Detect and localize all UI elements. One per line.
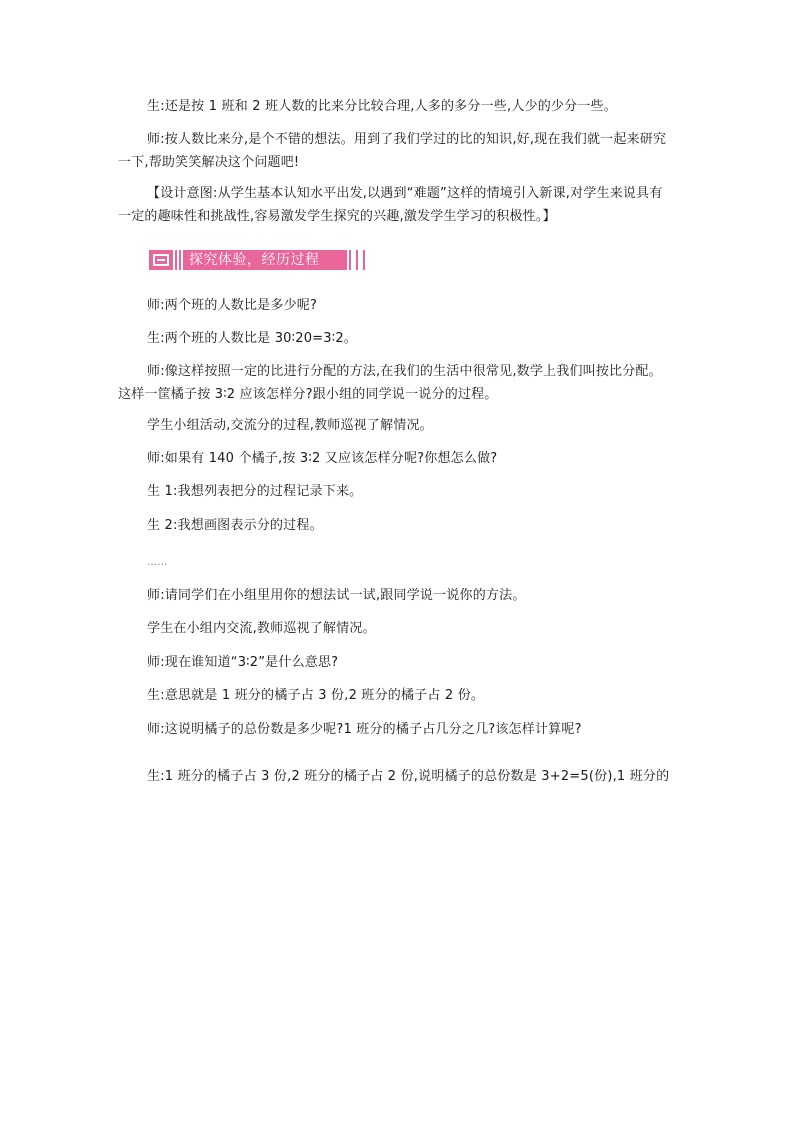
paragraph-line: 生 1:我想列表把分的过程记录下来。 xyxy=(147,484,363,499)
paragraph-student-answer: 生:还是按 1 班和 2 班人数的比来分比较合理,人多的多分一些,人少的少分一些。 xyxy=(147,99,617,114)
paragraph-line: 学生小组活动,交流分的过程,教师巡视了解情况。 xyxy=(147,418,433,433)
paragraph-teacher-reply: 师:按人数比来分,是个不错的想法。用到了我们学过的比的知识,好,现在我们就一起来研究一下,帮助笑笑解决这个问题吧! xyxy=(118,132,667,170)
paragraph-line: 师:现在谁知道“3∶2”是什么意思? xyxy=(147,655,339,670)
paragraph-line: 师:两个班的人数比是多少呢? xyxy=(147,298,318,313)
section-tail-decoration xyxy=(347,250,367,270)
section-header xyxy=(149,250,367,270)
paragraph-line: 生:意思就是 1 班分的橘子占 3 份,2 班分的橘子占 2 份。 xyxy=(147,688,485,703)
chinese-numeral-two-icon xyxy=(153,254,169,266)
paragraph-line: 师:像这样按照一定的比进行分配的方法,在我们的生活中很常见,数学上我们叫按比分配。这样一筐橘子按 3∶2 应该怎样分?跟小组的同学说一说分的过程。 xyxy=(118,364,662,402)
section-title: 探究体验，经历过程 xyxy=(183,250,347,270)
paragraph-line: 学生在小组内交流,教师巡视了解情况。 xyxy=(147,621,376,636)
paragraph-line: 师:如果有 140 个橘子,按 3∶2 又应该怎样分呢?你想怎么做? xyxy=(147,451,498,466)
paragraph-line: 生:1 班分的橘子占 3 份,2 班分的橘子占 2 份,说明橘子的总份数是 3+2=5(份),1 班分的 xyxy=(147,769,670,784)
section-stripe-decoration xyxy=(173,250,183,270)
paragraph-design-intent: 【设计意图:从学生基本认知水平出发,以遇到“难题”这样的情境引入新课,对学生来说具有一定的趣味性和挑战性,容易激发学生探究的兴趣,激发学生学习的积极性。】 xyxy=(118,186,663,224)
paragraph-line: 师:请同学们在小组里用你的想法试一试,跟同学说一说你的方法。 xyxy=(147,588,526,603)
paragraph-line: 生 2:我想画图表示分的过程。 xyxy=(147,518,323,533)
paragraph-line: 生:两个班的人数比是 30∶20=3∶2。 xyxy=(147,331,357,346)
paragraph-line: 师:这说明橘子的总份数是多少呢?1 班分的橘子占几分之几?该怎样计算呢? xyxy=(147,722,582,737)
ellipsis-line: …… xyxy=(147,557,168,568)
section-number-badge xyxy=(149,250,173,270)
